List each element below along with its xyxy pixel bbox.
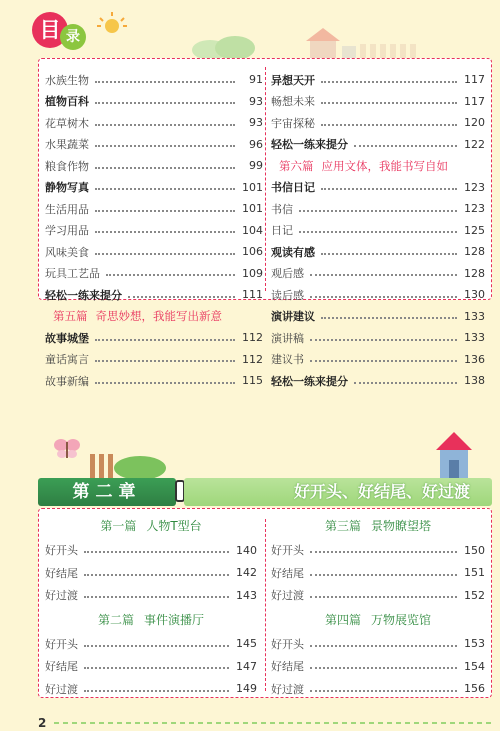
toc-leader-dots — [321, 102, 457, 104]
chapter-section-label: 第二篇 — [97, 612, 134, 627]
toc-entry-title: 读后感 — [271, 288, 304, 302]
toc-entry-page: 91 — [249, 73, 263, 87]
toc-section-label: 第五篇 — [53, 309, 88, 324]
chapter-leader-dots — [84, 645, 229, 647]
chapter-section-title: 万物展览馆 — [371, 612, 432, 627]
chapter-title-banner — [184, 478, 492, 506]
chapter-leader-dots — [84, 551, 229, 553]
toc-entry-title: 水果蔬菜 — [45, 138, 89, 152]
toc-entry — [45, 134, 265, 156]
chapter-entry — [45, 633, 257, 656]
toc-leader-dots — [321, 188, 457, 190]
chapter-leader-dots — [310, 596, 457, 598]
toc-entry-page: 125 — [464, 223, 485, 237]
toc-leader-dots — [354, 382, 457, 384]
toc-entry — [271, 134, 487, 156]
chapter-entry-title: 好过渡 — [45, 589, 78, 603]
chapter-leader-dots — [310, 551, 457, 553]
chapter-entry-title: 好开头 — [45, 637, 78, 651]
toc-entry-title: 静物写真 — [45, 181, 89, 195]
toc-entry-page: 104 — [242, 223, 263, 237]
toc-entry-page: 109 — [242, 266, 263, 280]
toc-entry-title: 风味美食 — [45, 245, 89, 259]
toc-entry-title: 演讲稿 — [271, 331, 304, 345]
toc-badge-text-2: 录 — [66, 29, 80, 45]
toc-entry — [45, 241, 265, 263]
toc-entry-title: 异想天开 — [271, 73, 315, 87]
toc-entry-page: 133 — [464, 331, 485, 345]
toc-entry-title: 水族生物 — [45, 73, 89, 87]
toc-entry-title: 宇宙探秘 — [271, 116, 315, 130]
chapter-entry-page: 140 — [236, 543, 257, 557]
chapter-entry — [45, 678, 257, 701]
toc-entry-title: 演讲建议 — [271, 310, 315, 324]
toc-leader-dots — [95, 339, 235, 341]
chapter-entry — [271, 562, 485, 585]
chapter-entry-page: 152 — [464, 588, 485, 602]
toc-entry-title: 畅想未来 — [271, 95, 315, 109]
toc-leader-dots — [310, 274, 457, 276]
toc-leader-dots — [128, 296, 235, 298]
chapter-entry — [45, 539, 257, 562]
chapter-entry-page: 145 — [236, 637, 257, 651]
toc-entry-title: 书信 — [271, 202, 293, 216]
toc-leader-dots — [95, 382, 235, 384]
chapter-leader-dots — [310, 645, 457, 647]
toc-entry-title: 观读有感 — [271, 245, 315, 259]
toc-entry-page: 130 — [464, 288, 485, 302]
toc-divider — [265, 67, 266, 291]
garden-fence-icon — [88, 448, 168, 480]
chapter-entry — [45, 584, 257, 607]
chapter-entry-page: 150 — [464, 543, 485, 557]
chapter-entry-page: 142 — [236, 566, 257, 580]
toc-section-heading — [45, 306, 265, 328]
chapter-entry-page: 154 — [464, 659, 485, 673]
toc-entry-title: 童话寓言 — [45, 353, 89, 367]
toc-entry — [45, 69, 265, 91]
toc-entry — [271, 198, 487, 220]
toc-box — [38, 58, 492, 388]
toc-entry-page: 112 — [242, 331, 263, 345]
house-decoration-icon — [300, 26, 360, 60]
toc-entry-title: 玩具工艺品 — [45, 267, 100, 281]
tree-decoration-icon — [190, 30, 260, 60]
toc-entry — [271, 327, 487, 349]
toc-entry — [45, 155, 265, 177]
toc-leader-dots — [321, 81, 457, 83]
chapter-section-label: 第三篇 — [324, 519, 361, 533]
toc-section-title: 应用文体，我能书写自如 — [321, 158, 448, 173]
chapter-section-heading — [271, 513, 485, 539]
chapter-entry-title: 好结尾 — [45, 660, 78, 674]
toc-leader-dots — [95, 253, 235, 255]
toc-entry-page: 111 — [242, 288, 263, 302]
toc-leader-dots — [310, 339, 457, 341]
chapter-entry-title: 好开头 — [271, 637, 304, 651]
chapter-entry — [271, 584, 485, 607]
chapter-divider — [265, 519, 266, 691]
chapter-section-heading — [45, 513, 257, 539]
toc-entry-title: 日记 — [271, 224, 293, 238]
toc-entry-page: 117 — [464, 94, 485, 108]
toc-entry-title: 书信日记 — [271, 181, 315, 195]
toc-entry — [45, 112, 265, 134]
toc-entry-title: 生活用品 — [45, 202, 89, 216]
toc-leader-dots — [321, 124, 457, 126]
toc-entry-page: 101 — [242, 180, 263, 194]
toc-entry-title: 学习用品 — [45, 224, 89, 238]
toc-badge-circle-small — [60, 24, 86, 50]
toc-entry — [45, 263, 265, 285]
chapter-entry-page: 143 — [236, 588, 257, 602]
toc-entry — [271, 241, 487, 263]
toc-entry-page: 93 — [249, 116, 263, 130]
toc-entry — [271, 306, 487, 328]
footer-dashed-line — [54, 722, 492, 724]
chapter-entry — [271, 678, 485, 701]
toc-entry-page: 106 — [242, 245, 263, 259]
toc-entry — [271, 91, 487, 113]
toc-leader-dots — [95, 231, 235, 233]
toc-entry-page: 122 — [464, 137, 485, 151]
chapter-entry — [45, 562, 257, 585]
toc-entry — [45, 91, 265, 113]
toc-entry-title: 观后感 — [271, 267, 304, 281]
chapter-entry-title: 好结尾 — [271, 566, 304, 580]
toc-entry-page: 117 — [464, 73, 485, 87]
toc-entry — [271, 69, 487, 91]
chapter-leader-dots — [310, 690, 457, 692]
chapter-section-label: 第四篇 — [324, 612, 361, 627]
chapter-box — [38, 508, 492, 698]
toc-entry-page: 123 — [464, 180, 485, 194]
toc-entry-title: 花草树木 — [45, 116, 89, 130]
toc-leader-dots — [354, 145, 457, 147]
toc-badge-text-1: 目 — [39, 18, 61, 42]
toc-entry — [45, 370, 265, 392]
chapter-section-title: 景物瞭望塔 — [371, 519, 432, 533]
chapter-column-left — [45, 513, 257, 700]
toc-leader-dots — [95, 210, 235, 212]
page-number: 2 — [38, 716, 47, 730]
toc-leader-dots — [310, 360, 457, 362]
toc-leader-dots — [310, 296, 457, 298]
toc-entry-title: 故事城堡 — [45, 331, 89, 345]
toc-entry — [271, 349, 487, 371]
chapter-entry — [271, 539, 485, 562]
chapter-entry-title: 好结尾 — [271, 660, 304, 674]
toc-entry — [45, 327, 265, 349]
chapter-entry-page: 147 — [236, 659, 257, 673]
chapter-entry-title: 好开头 — [271, 544, 304, 558]
chapter-entry-page: 151 — [464, 566, 485, 580]
chapter-leader-dots — [310, 667, 457, 669]
chapter-entry-title: 好开头 — [45, 544, 78, 558]
chapter-entry — [271, 633, 485, 656]
toc-leader-dots — [95, 124, 235, 126]
fence-decoration-icon — [360, 40, 480, 60]
toc-leader-dots — [95, 167, 235, 169]
toc-entry — [45, 284, 265, 306]
toc-entry-title: 轻松一练来提分 — [45, 288, 122, 302]
chapter-leader-dots — [84, 667, 229, 669]
butterfly-icon — [52, 434, 82, 464]
toc-entry-page: 123 — [464, 202, 485, 216]
chapter-entry — [271, 655, 485, 678]
toc-entry-page: 138 — [464, 374, 485, 388]
toc-column-left — [45, 69, 265, 392]
chapter-entry-page: 153 — [464, 637, 485, 651]
chapter-title: 好开头、好结尾、好过渡 — [293, 482, 470, 501]
chapter-section-heading — [271, 607, 485, 633]
chapter-leader-dots — [84, 690, 229, 692]
house-icon — [434, 430, 474, 478]
chapter-section-label: 第一篇 — [100, 519, 137, 533]
toc-leader-dots — [95, 188, 235, 190]
toc-entry — [271, 284, 487, 306]
chapter-entry-page: 149 — [236, 682, 257, 696]
toc-section-heading — [271, 155, 487, 177]
toc-entry-page: 93 — [249, 94, 263, 108]
toc-entry — [45, 177, 265, 199]
toc-entry-page: 136 — [464, 352, 485, 366]
toc-column-right — [271, 69, 487, 392]
chapter-number: 第二章 — [72, 482, 142, 502]
toc-section-label: 第六篇 — [279, 158, 314, 173]
toc-entry-page: 99 — [249, 159, 263, 173]
toc-entry — [45, 220, 265, 242]
toc-entry-title: 轻松一练来提分 — [271, 138, 348, 152]
toc-entry-page: 96 — [249, 137, 263, 151]
toc-entry-title: 建议书 — [271, 353, 304, 367]
toc-entry-page: 128 — [464, 266, 485, 280]
chapter-entry-title: 好过渡 — [45, 682, 78, 696]
chapter-entry-page: 156 — [464, 682, 485, 696]
chapter-entry-title: 好过渡 — [271, 589, 304, 603]
toc-leader-dots — [321, 253, 457, 255]
toc-entry — [45, 198, 265, 220]
toc-entry-title: 故事新编 — [45, 374, 89, 388]
toc-entry-page: 120 — [464, 116, 485, 130]
chapter-column-right — [271, 513, 485, 700]
chapter-leader-dots — [310, 574, 457, 576]
toc-entry — [271, 263, 487, 285]
toc-leader-dots — [95, 81, 235, 83]
toc-entry-title: 粮食作物 — [45, 159, 89, 173]
toc-entry-page: 128 — [464, 245, 485, 259]
chapter-number-banner — [38, 478, 176, 506]
chapter-section-title: 事件演播厅 — [144, 612, 205, 627]
toc-entry-page: 115 — [242, 374, 263, 388]
toc-leader-dots — [95, 145, 235, 147]
toc-leader-dots — [321, 317, 457, 319]
toc-entry-title: 植物百科 — [45, 95, 89, 109]
chapter-section-heading — [45, 607, 257, 633]
toc-leader-dots — [95, 102, 235, 104]
chapter-entry-title: 好过渡 — [271, 682, 304, 696]
chapter-section-title: 人物T型台 — [146, 519, 202, 533]
chapter-leader-dots — [84, 574, 229, 576]
toc-leader-dots — [95, 360, 235, 362]
toc-entry — [271, 220, 487, 242]
chapter-leader-dots — [84, 596, 229, 598]
toc-section-title: 奇思妙想，我能写出新意 — [95, 309, 222, 324]
sun-icon — [92, 10, 132, 40]
toc-entry-page: 101 — [242, 202, 263, 216]
toc-entry-page: 133 — [464, 309, 485, 323]
toc-entry — [271, 112, 487, 134]
toc-entry — [271, 177, 487, 199]
toc-leader-dots — [106, 274, 235, 276]
chapter-entry — [45, 655, 257, 678]
toc-leader-dots — [299, 210, 457, 212]
chapter-entry-title: 好结尾 — [45, 566, 78, 580]
toc-entry — [45, 349, 265, 371]
toc-leader-dots — [299, 231, 457, 233]
toc-entry-page: 112 — [242, 352, 263, 366]
toc-entry — [271, 370, 487, 392]
toc-entry-title: 轻松一练来提分 — [271, 374, 348, 388]
